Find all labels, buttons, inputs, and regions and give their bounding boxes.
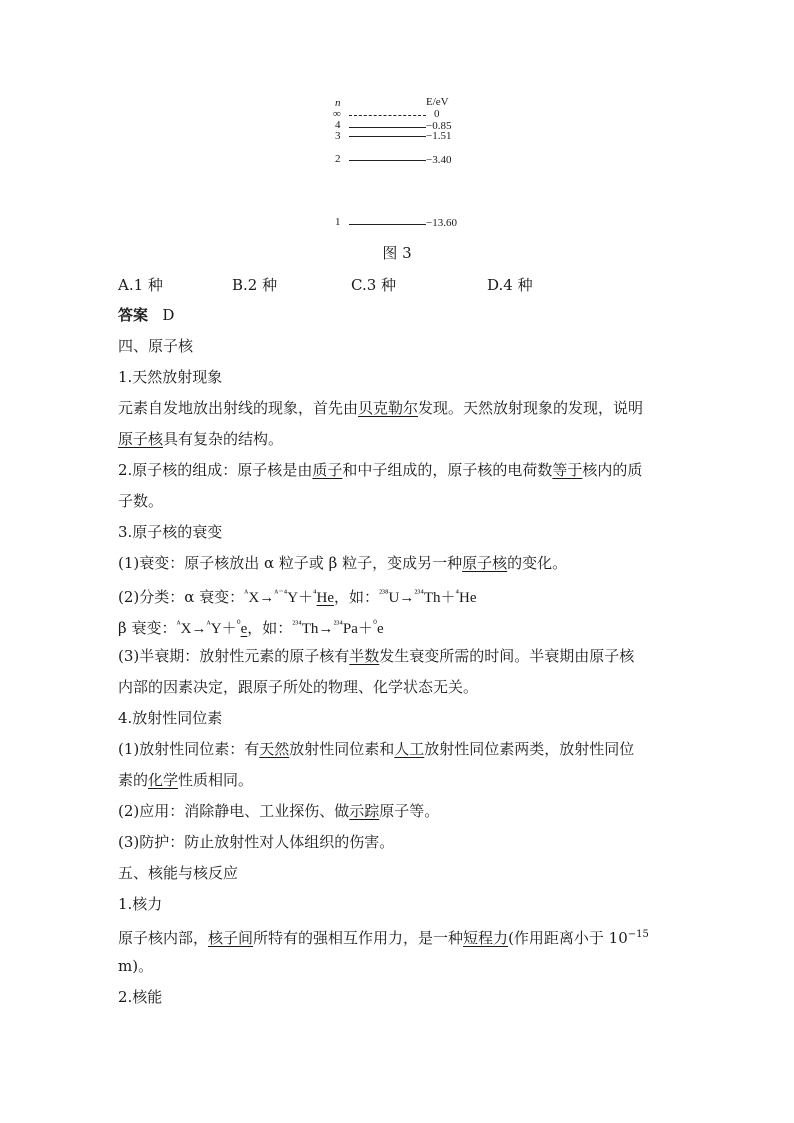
underlined-term: 贝克勒尔 (358, 399, 419, 417)
paragraph-line (118, 739, 634, 759)
text: 放射性同位素和 (289, 740, 395, 758)
text: 原子等。 (379, 802, 440, 820)
subsection-title: 2.核能 (118, 988, 163, 1006)
paragraph-line (118, 429, 283, 449)
paragraph-line: 子数。 (118, 492, 164, 510)
level-n: 2 (335, 153, 341, 165)
paragraph-line (118, 925, 649, 948)
beta-decay-formula: $^ᴬ$X→$^ᴬ$Y＋$^{^0}$e (176, 619, 248, 637)
level-line (349, 115, 426, 116)
subsection-title: 3.原子核的衰变 (118, 523, 223, 541)
text: 素的 (118, 771, 149, 789)
paragraph-line (118, 553, 567, 573)
text: ，如： (247, 619, 293, 637)
exponent: −15 (627, 929, 649, 940)
text: (1)衰变：原子核放出 α 粒子或 β 粒子，变成另一种 (118, 554, 463, 572)
level-energy: −1.51 (426, 130, 452, 142)
underlined-term: 质子 (312, 461, 343, 479)
text: (1)放射性同位素：有 (118, 740, 260, 758)
text: (2)应用：消除静电、工业探伤、做 (118, 802, 350, 820)
text: 所特有的强相互作用力，是一种 (253, 929, 464, 947)
text: β 衰变： (118, 619, 177, 637)
paragraph-line (118, 398, 643, 418)
level-line (349, 224, 426, 225)
level-n: 1 (335, 216, 341, 228)
text: 2.原子核的组成：原子核是由 (118, 461, 313, 479)
text: 元素自发地放出射线的现象，首先由 (118, 399, 359, 417)
option-b: B.2 种 (232, 276, 278, 294)
text: ，如： (334, 588, 380, 606)
answer-value: D (162, 306, 175, 324)
underlined-term: 原子核 (118, 430, 164, 448)
energy-axis-label: E/eV (426, 96, 449, 108)
alpha-decay-example: $^{^{238}}$U→$^{^{234}}$Th＋$^{^4}$He (379, 588, 477, 606)
text: 放射性同位素两类，放射性同位 (424, 740, 635, 758)
alpha-decay-formula: $^ᴬ$X→$^{ᴬ^{-4}}$Y＋$^{^4}$He (244, 588, 335, 606)
text: 和中子组成的，原子核的电荷数 (342, 461, 553, 479)
option-d: D.4 种 (487, 276, 533, 294)
underlined-term: 天然 (259, 740, 290, 758)
text: 原子核内部， (118, 929, 209, 947)
text: 核内的质 (582, 461, 643, 479)
subsection-title: 4.放射性同位素 (118, 709, 223, 727)
text: (2)分类：α 衰变： (118, 588, 245, 606)
underlined-term: 半数 (349, 647, 380, 665)
underlined-term: 短程力 (463, 929, 509, 947)
section-4-title: 四、原子核 (118, 337, 194, 355)
alpha-decay-line (118, 584, 477, 608)
underlined-term: 原子核 (462, 554, 508, 572)
text: (作用距离小于 10 (508, 929, 628, 947)
answer-line (118, 305, 174, 325)
level-line (349, 160, 426, 161)
level-n: 3 (335, 130, 341, 142)
paragraph-line (118, 770, 253, 790)
n-axis-label: n (335, 97, 341, 109)
level-energy: 0 (434, 108, 440, 120)
text: 发生衰变所需的时间。半衰期由原子核 (379, 647, 635, 665)
level-line (349, 136, 426, 137)
subsection-title: 1.天然放射现象 (118, 368, 223, 386)
level-n: 4 (335, 119, 341, 131)
subsection-title: 1.核力 (118, 895, 163, 913)
option-a: A.1 种 (118, 276, 163, 294)
paragraph-line: (3)防护：防止放射性对人体组织的伤害。 (118, 833, 395, 851)
level-energy: −3.40 (426, 154, 452, 166)
paragraph-line (118, 460, 642, 480)
text: (3)半衰期：放射性元素的原子核有 (118, 647, 350, 665)
section-5-title: 五、核能与核反应 (118, 864, 239, 882)
text: 的变化。 (507, 554, 568, 572)
underlined-term: 示踪 (349, 802, 380, 820)
level-energy: −0.85 (426, 120, 452, 132)
underlined-term: 人工 (394, 740, 425, 758)
beta-decay-line (118, 615, 384, 639)
answer-label: 答案 (118, 306, 149, 324)
paragraph-line (118, 646, 634, 666)
energy-level-diagram (330, 92, 480, 232)
underlined-term: 化学 (148, 771, 179, 789)
underlined-term: 等于 (552, 461, 583, 479)
figure-caption: 图 3 (382, 244, 412, 262)
level-line (349, 127, 426, 128)
paragraph-line (118, 801, 439, 821)
text: 具有复杂的结构。 (163, 430, 284, 448)
level-energy: −13.60 (426, 217, 457, 229)
beta-decay-example: $^{^{234}}$Th→$^{^{234}}$Pa＋$^{^0}$e (292, 619, 384, 637)
paragraph-line: m)。 (118, 957, 154, 975)
text: 性质相同。 (178, 771, 254, 789)
paragraph-line: 内部的因素决定，跟原子所处的物理、化学状态无关。 (118, 678, 479, 696)
underlined-term: 核子间 (208, 929, 254, 947)
option-c: C.3 种 (351, 276, 397, 294)
level-n: ∞ (333, 108, 341, 120)
text: 发现。天然放射现象的发现，说明 (418, 399, 644, 417)
